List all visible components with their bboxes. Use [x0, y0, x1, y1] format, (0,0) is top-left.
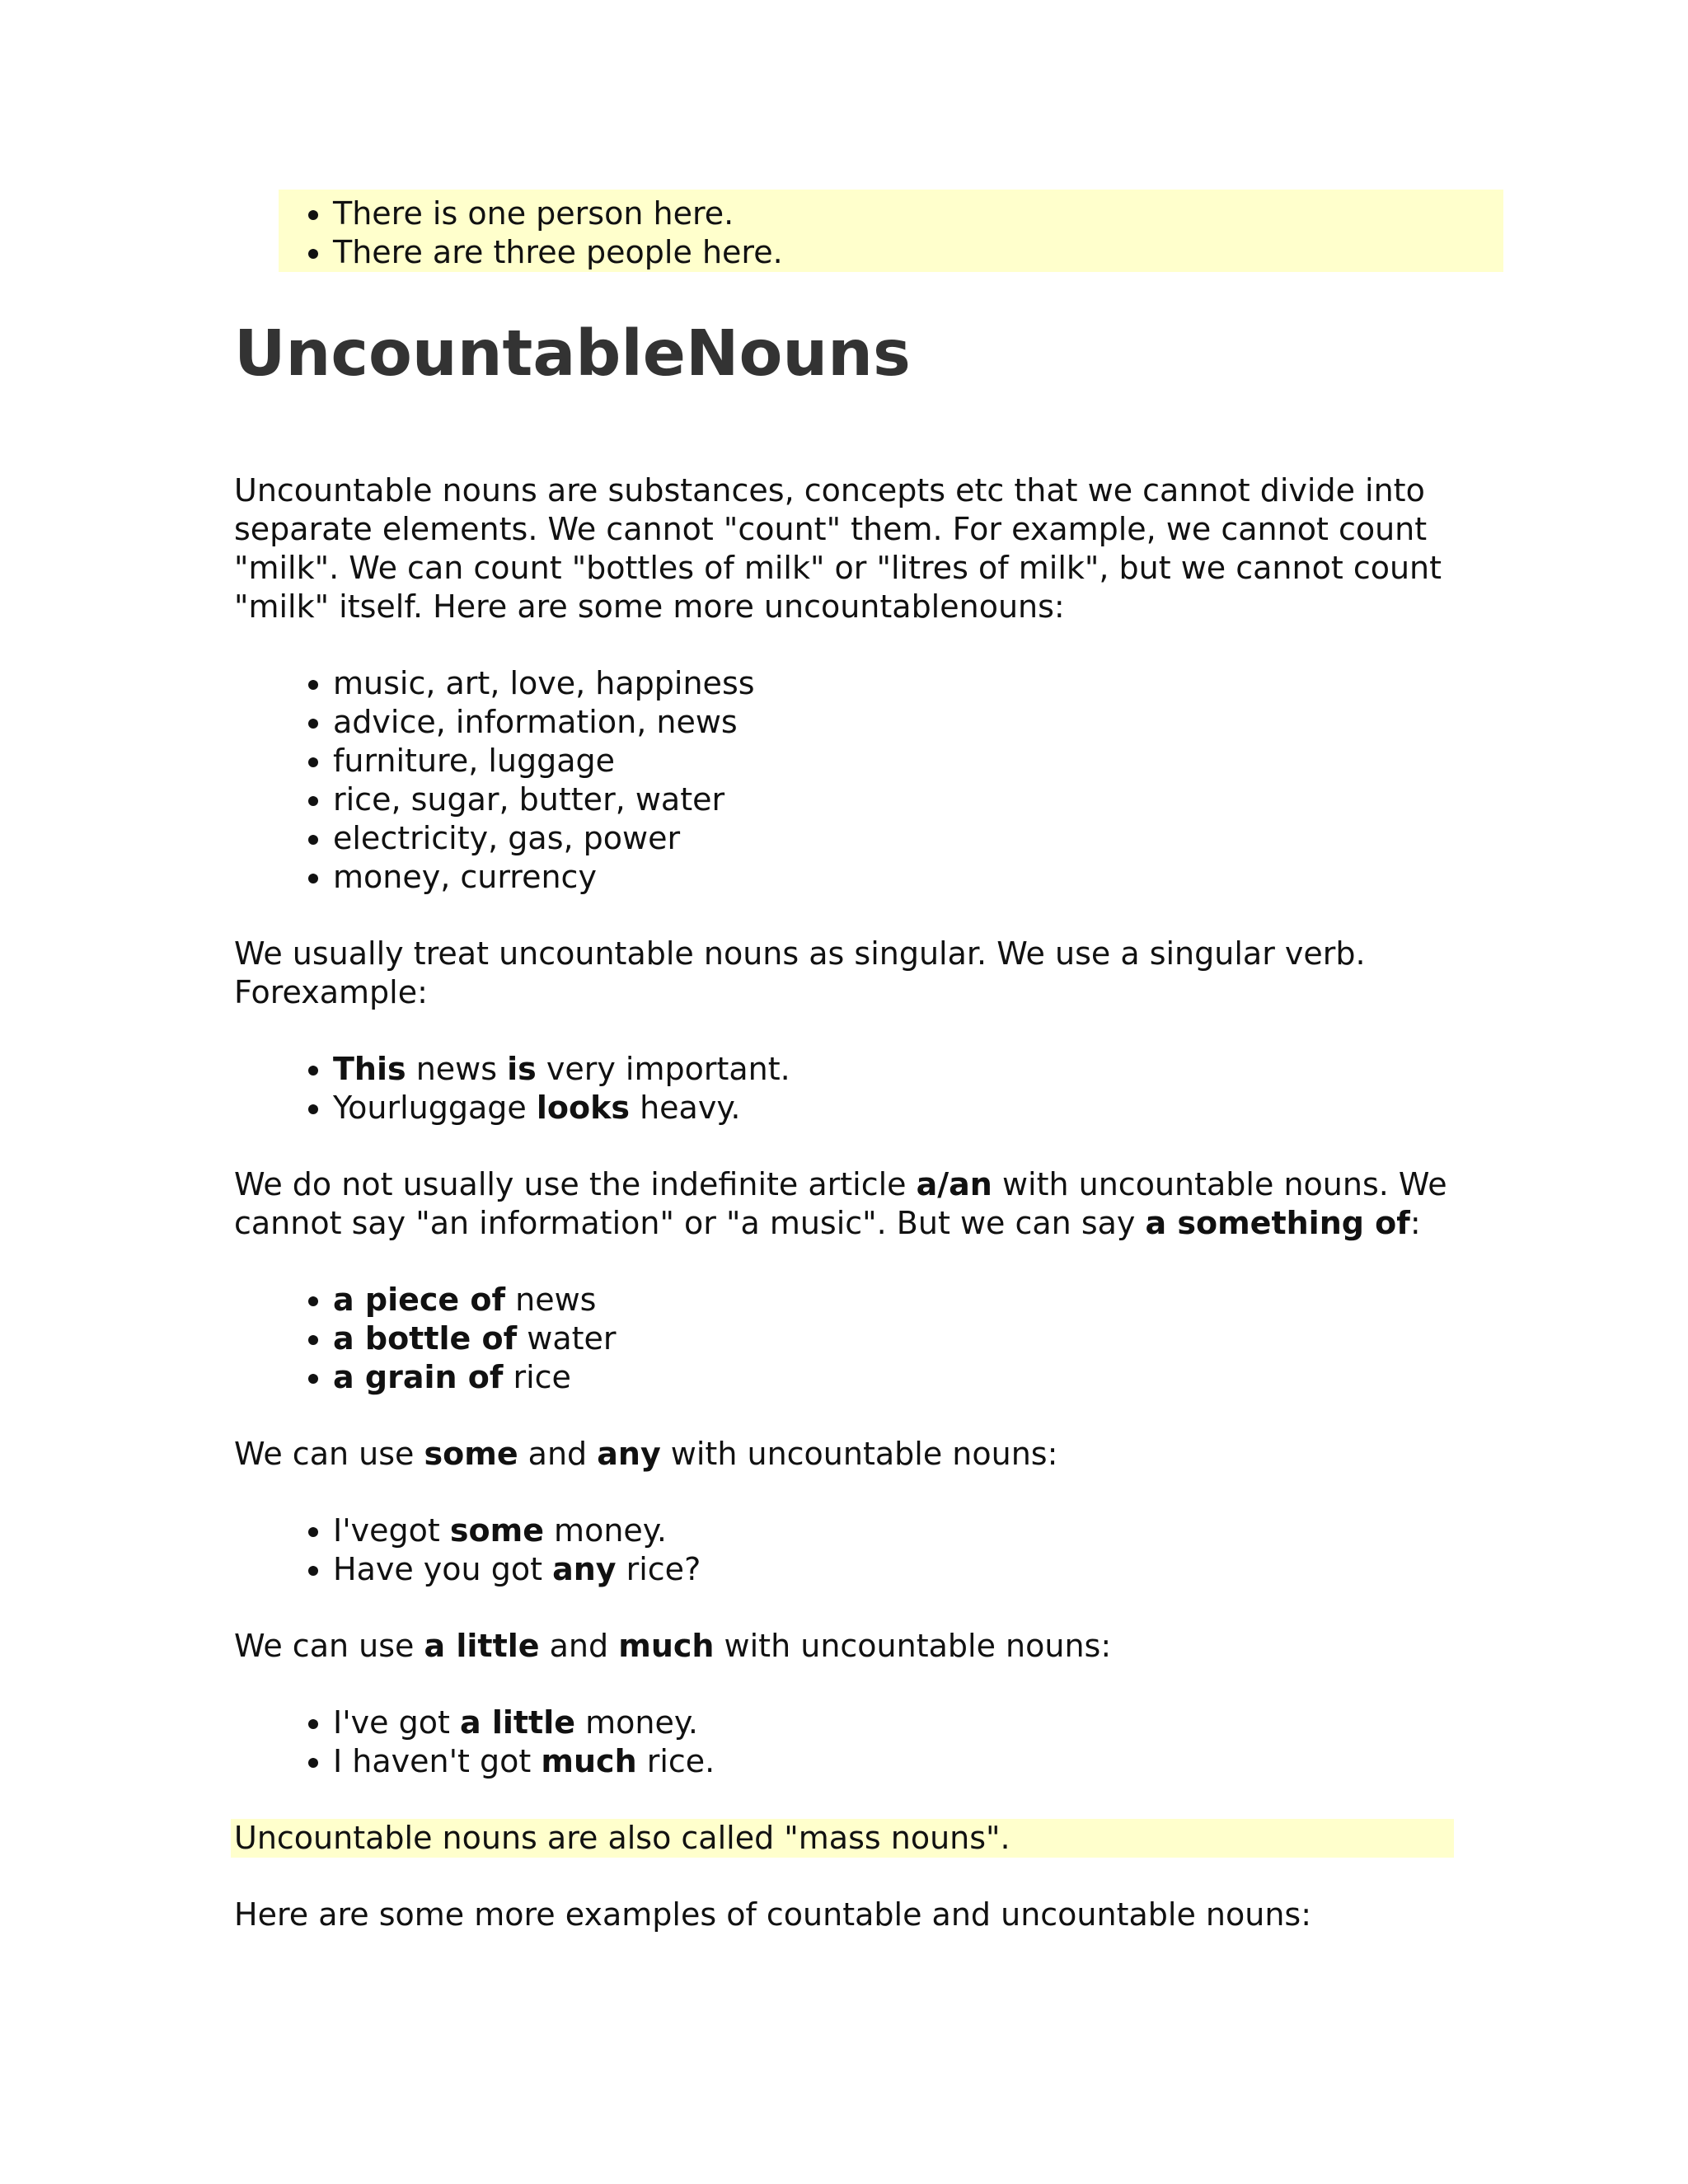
bold-term: is [507, 1051, 537, 1087]
intro-paragraph: Uncountable nouns are substances, concepts etc that we cannot divide into separate elements. We cannot "count" them. For example, we cannot count "milk". We can count "bottles of milk" or "litres of milk", but we cannot count "milk" itself. Here are some more uncountablenouns: [234, 472, 1442, 625]
bold-term: a/an [916, 1166, 992, 1202]
list-item: • advice, information, news [333, 703, 1454, 742]
highlighted-example-list [279, 190, 1503, 272]
little-much-paragraph [234, 1627, 1454, 1666]
list-item [333, 1050, 1454, 1089]
example-text: money. [543, 1512, 667, 1549]
some-any-paragraph [234, 1435, 1454, 1474]
some-any-example-list [234, 1511, 1454, 1589]
mass-nouns-note: Uncountable nouns are also called "mass nouns". [231, 1819, 1454, 1858]
list-item [333, 1742, 1454, 1781]
list-item [333, 1281, 1454, 1319]
list-item: • There is one person here. [333, 194, 1503, 233]
list-item [333, 1704, 1454, 1742]
example-text: money. [575, 1704, 698, 1741]
singular-example-list [234, 1050, 1454, 1127]
example-text: I've got [333, 1704, 460, 1741]
bold-term: a little [424, 1628, 540, 1664]
example-text: Have you got [333, 1551, 553, 1587]
example-text: water [517, 1320, 617, 1357]
example-text: rice? [616, 1551, 701, 1587]
uncountable-noun-list [234, 664, 1454, 897]
list-item [333, 1358, 1454, 1397]
example-text: news [406, 1051, 508, 1087]
bold-term: a little [459, 1704, 576, 1741]
list-item: • There are three people here. [333, 233, 1503, 272]
something-of-example-list [234, 1281, 1454, 1397]
example-text: Yourluggage [333, 1090, 537, 1126]
list-item: • furniture, luggage [333, 742, 1454, 780]
example-text: heavy. [630, 1090, 741, 1126]
paragraph-text: and [518, 1436, 598, 1472]
list-item: • rice, sugar, butter, water [333, 780, 1454, 819]
paragraph-text: : [1409, 1205, 1421, 1241]
example-text: I'vegot [333, 1512, 450, 1549]
paragraph-text: We can use [234, 1436, 424, 1472]
example-text: I haven't got [333, 1743, 542, 1779]
bold-term: This [333, 1051, 406, 1087]
bold-term: some [424, 1436, 518, 1472]
list-item [333, 1550, 1454, 1589]
bold-term: any [552, 1551, 617, 1587]
paragraph-text: We do not usually use the indefinite article [234, 1166, 917, 1202]
example-text: news [505, 1282, 597, 1318]
example-text: rice. [636, 1743, 715, 1779]
bold-term: much [618, 1628, 715, 1664]
paragraph-text: with uncountable nouns: [660, 1436, 1058, 1472]
paragraph-text: and [539, 1628, 619, 1664]
article-paragraph [234, 1165, 1454, 1243]
bold-term: a piece of [333, 1282, 506, 1318]
bold-term: any [597, 1436, 661, 1472]
example-text: rice [503, 1359, 571, 1395]
closing-paragraph: Here are some more examples of countable and uncountable nouns: [234, 1896, 1312, 1933]
list-item: • electricity, gas, power [333, 819, 1454, 858]
document-content [234, 190, 1454, 1934]
bold-term: much [541, 1743, 637, 1779]
bold-term: looks [536, 1090, 631, 1126]
list-item [333, 1511, 1454, 1550]
list-item: • music, art, love, happiness [333, 664, 1454, 703]
bold-term: some [449, 1512, 544, 1549]
section-heading: UncountableNouns [234, 317, 911, 391]
bold-term: a grain of [333, 1359, 504, 1395]
example-text: very important. [536, 1051, 790, 1087]
list-item [333, 1319, 1454, 1358]
paragraph-text: with uncountable nouns: [714, 1628, 1112, 1664]
list-item [333, 1089, 1454, 1127]
paragraph-text: with uncountable nouns. We cannot say "an information" or "a music". But we can say [234, 1166, 1447, 1241]
bold-term: a something of [1145, 1205, 1410, 1241]
list-item: • money, currency [333, 858, 1454, 897]
little-much-example-list [234, 1704, 1454, 1781]
paragraph-text: We can use [234, 1628, 424, 1664]
bold-term: a bottle of [333, 1320, 518, 1357]
singular-paragraph: We usually treat uncountable nouns as singular. We use a singular verb. Forexample: [234, 935, 1366, 1010]
